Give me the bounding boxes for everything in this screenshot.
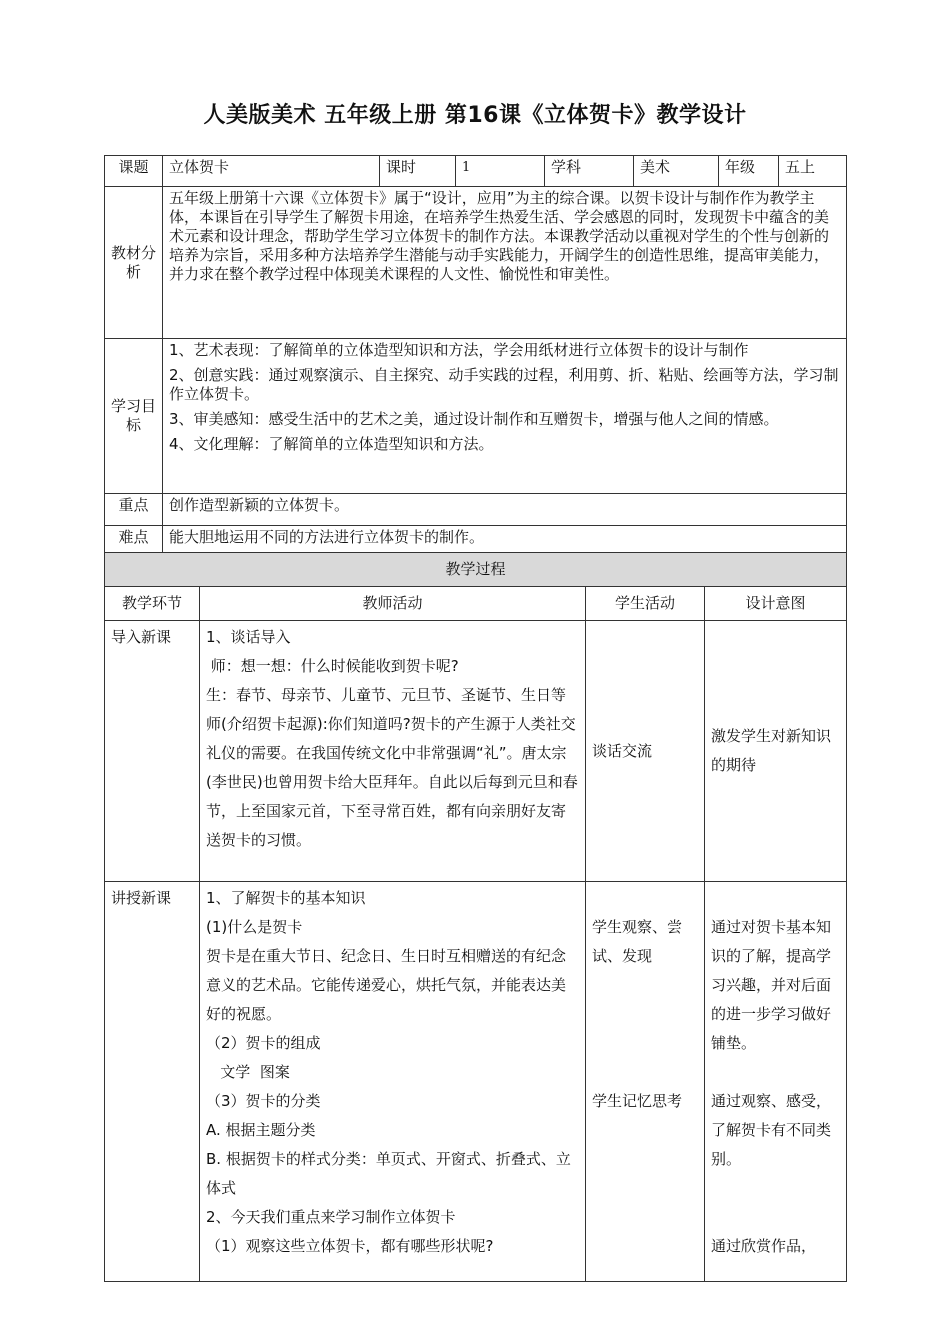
analysis-text: 五年级上册第十六课《立体贺卡》属于“设计，应用”为主的综合课。以贺卡设计与制作作为教学主体，本课旨在引导学生了解贺卡用途，在培养学生热爱生活、学会感恩的同时，发现贺卡中蕴含的美术元素和设计理念，帮助学生学习立体贺卡的制作方法。本课教学活动以重视对学生的个性与创新的培养为宗旨，采用多种方法培养学生潜能与动手实践能力，开阔学生的创造性思维，提高审美能力，并力求在整个教学过程中体现美术课程的人文性、愉悦性和审美性。 [163,187,847,339]
teacher-line: A. 根据主题分类 [206,1121,316,1139]
student-line: 学生观察、尝试、发现 [592,918,683,965]
teach-student-activity [586,882,705,1282]
intent-line: 通过观察、感受，了解贺卡有不同类别。 [711,1092,832,1168]
teacher-line: （2）贺卡的组成 [206,1034,321,1052]
goals-label: 学习目标 [105,339,163,494]
analysis-label: 教材分析 [105,187,163,339]
lesson-info-table [104,155,847,558]
goals-list [163,339,847,494]
teach-stage: 讲授新课 [105,882,200,1282]
teacher-line: 1、谈话导入 [206,628,291,646]
hours-label: 课时 [380,156,456,187]
teaching-process-table [104,552,847,1282]
key-text: 创作造型新颖的立体贺卡。 [163,494,847,526]
teacher-line: 师(介绍贺卡起源):你们知道吗?贺卡的产生源于人类社交礼仪的需要。在我国传统文化中非常强调“礼”。唐太宗(李世民)也曾用贺卡给大臣拜年。自此以后每到元旦和春节，上至国家元首，下至寻常百姓，都有向亲朋好友寄送贺卡的习惯。 [206,715,578,849]
hours-value: 1 [456,156,545,187]
goal-item: 2、创意实践：通过观察演示、自主探究、动手实践的过程，利用剪、折、粘贴、绘画等方法，学习制作立体贺卡。 [169,366,839,403]
intro-student-activity: 谈话交流 [586,621,705,882]
column-header: 教学环节 [105,587,200,621]
column-header: 教师活动 [200,587,586,621]
difficulty-label: 难点 [105,526,163,558]
intent-line: 通过欣赏作品， [711,1237,817,1255]
teach-design-intent [705,882,847,1282]
teacher-line: 生：春节、母亲节、儿童节、元旦节、圣诞节、生日等 [206,686,567,704]
page-title: 人美版美术 五年级上册 第16课《立体贺卡》教学设计 [203,103,747,128]
teacher-line: （3）贺卡的分类 [206,1092,321,1110]
subject-value: 美术 [634,156,719,187]
teacher-line: 文学 图案 [206,1063,290,1081]
teacher-line: B. 根据贺卡的样式分类：单页式、开窗式、折叠式、立体式 [206,1150,571,1197]
intent-line: 通过对贺卡基本知识的了解，提高学习兴趣，并对后面的进一步学习做好铺垫。 [711,918,832,1052]
teacher-line: (1)什么是贺卡 [206,918,303,936]
difficulty-text: 能大胆地运用不同的方法进行立体贺卡的制作。 [163,526,847,558]
intro-design-intent: 激发学生对新知识的期待 [705,621,847,882]
goal-item: 4、文化理解：了解简单的立体造型知识和方法。 [169,435,494,453]
column-header: 学生活动 [586,587,705,621]
subject-label: 学科 [545,156,634,187]
goal-item: 3、审美感知：感受生活中的艺术之美，通过设计制作和互赠贺卡，增强与他人之间的情感。 [169,410,779,428]
goal-item: 1、艺术表现：了解简单的立体造型知识和方法，学会用纸材进行立体贺卡的设计与制作 [169,341,749,359]
column-header: 设计意图 [705,587,847,621]
grade-value: 五上 [779,156,847,187]
intro-stage: 导入新课 [105,621,200,882]
teach-teacher-activity [200,882,586,1282]
intro-teacher-activity [200,621,586,882]
topic-value: 立体贺卡 [163,156,380,187]
teacher-line: 贺卡是在重大节日、纪念日、生日时互相赠送的有纪念意义的艺术品。它能传递爱心，烘托气氛，并能表达美好的祝愿。 [206,947,567,1023]
grade-label: 年级 [719,156,779,187]
teacher-line: 1、了解贺卡的基本知识 [206,889,366,907]
student-line: 学生记忆思考 [592,1092,683,1110]
teacher-line: 2、今天我们重点来学习制作立体贺卡 [206,1208,456,1226]
teacher-line: 师：想一想：什么时候能收到贺卡呢? [206,657,459,675]
topic-label: 课题 [105,156,163,187]
key-label: 重点 [105,494,163,526]
teacher-line: （1）观察这些立体贺卡，都有哪些形状呢? [206,1237,494,1255]
process-heading: 教学过程 [105,553,847,587]
